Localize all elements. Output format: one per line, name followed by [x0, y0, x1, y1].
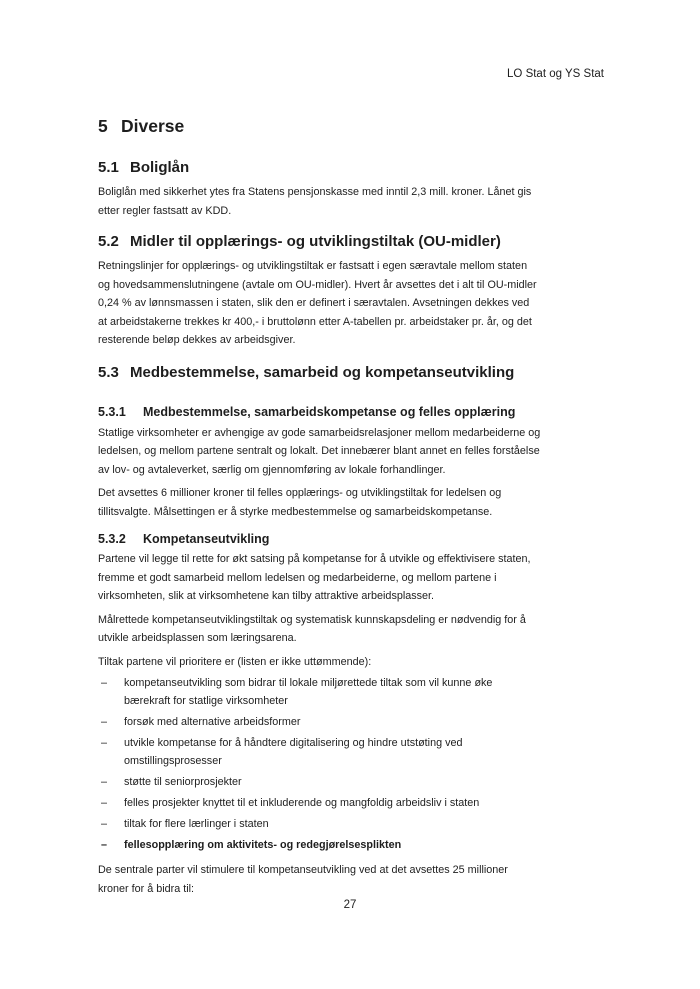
section-5-3-heading — [98, 364, 610, 382]
text-line: at arbeidstakerne trekkes kr 400,- i bruttolønn etter A-tabellen pr. arbeidstaker pr. år, og det — [98, 315, 532, 328]
text-line: forsøk med alternative arbeidsformer — [124, 716, 301, 728]
section-title: Midler til opplærings- og utviklingstiltak (OU-midler) — [130, 233, 501, 250]
text-line: Boliglån med sikkerhet ytes fra Statens pensjonskasse med inntil 2,3 mill. kroner. Lånet gis — [98, 186, 532, 198]
text-line: støtte til seniorprosjekter — [124, 776, 242, 788]
section-number: 5.3 — [98, 363, 119, 381]
section-5-2-heading — [98, 233, 610, 251]
list-intro-paragraph — [98, 653, 610, 672]
text-line: Tiltak partene vil prioritere er (listen er ikke uttømmende): — [98, 655, 372, 668]
text-line: bærekraft for statlige virksomheter — [124, 695, 288, 707]
text-line: Statlige virksomheter er avhengige av gode samarbeidsrelasjoner mellom medarbeiderne og — [98, 426, 541, 439]
text-line: av lov- og avtaleverket, særlig om gjennomføring av lokale forhandlinger. — [98, 463, 446, 476]
list-item — [98, 674, 610, 710]
section-5-3-1-heading — [98, 404, 610, 420]
bullet-dash-icon: – — [101, 737, 108, 749]
bullet-text — [124, 773, 242, 791]
bullet-text — [124, 734, 463, 770]
chapter-title: Diverse — [121, 116, 185, 136]
text-line: utvikle kompetanse for å håndtere digitalisering og hindre utstøting ved — [124, 737, 463, 749]
bullet-dash-icon: – — [101, 677, 108, 689]
text-line: resterende beløp dekkes av arbeidsgiver. — [98, 334, 296, 346]
bullet-text — [124, 836, 401, 854]
text-line: De sentrale parter vil stimulere til kompetanseutvikling ved at det avsettes 25 millioner — [98, 864, 508, 876]
section-title: Medbestemmelse, samarbeidskompetanse og felles opplæring — [143, 404, 516, 419]
section-title: Medbestemmelse, samarbeid og kompetanseutvikling — [130, 363, 515, 381]
section-title: Kompetanseutvikling — [143, 532, 270, 546]
text-line: Det avsettes 6 millioner kroner til felles opplærings- og utviklingstiltak for ledelsen og — [98, 487, 502, 499]
bullet-dash-icon: – — [101, 818, 108, 830]
bullet-dash-icon: – — [101, 716, 108, 728]
text-line: tillitsvalgte. Målsettingen er å styrke medbestemmelse og samarbeidskompetanse. — [98, 505, 493, 518]
section-number: 5.1 — [98, 159, 119, 176]
list-item — [98, 773, 610, 791]
bullet-text — [124, 815, 269, 833]
list-item — [98, 794, 610, 812]
text-line: fellesopplæring om aktivitets- og redegjørelsesplikten — [124, 839, 402, 851]
paragraph — [98, 183, 610, 220]
bullet-text — [124, 713, 300, 731]
section-5-3-2-heading — [98, 531, 610, 547]
document-content — [98, 116, 610, 898]
bullet-list — [98, 674, 610, 854]
text-line: ledelsen, og mellom partene sentralt og lokalt. Det innebærer blant annet en felles forståelse — [98, 445, 540, 457]
section-title: Boliglån — [130, 159, 190, 176]
text-line: fremme et godt samarbeid mellom ledelsen og medarbeiderne, og mellom partene i — [98, 571, 497, 584]
text-line: omstillingsprosesser — [124, 755, 222, 767]
list-item — [98, 713, 610, 731]
page-number: 27 — [343, 899, 357, 911]
bullet-text — [124, 674, 492, 710]
paragraph — [98, 257, 610, 350]
chapter-number: 5 — [98, 116, 108, 136]
text-line: 0,24 % av lønnsmassen i staten, slik den er definert i særavtalen. Avsetningen dekkes ved — [98, 297, 530, 309]
page-header-text: LO Stat og YS Stat — [507, 68, 604, 80]
text-line: og hovedsammenslutningene (avtale om OU-midler). Hvert år avsettes det i alt til OU-midler — [98, 278, 537, 291]
text-line: Retningslinjer for opplærings- og utviklingstiltak er fastsatt i egen særavtale mellom staten — [98, 260, 528, 272]
closing-paragraph — [98, 861, 610, 898]
paragraph — [98, 424, 610, 480]
text-line: felles prosjekter knyttet til et inkluderende og mangfoldig arbeidsliv i staten — [124, 797, 480, 809]
text-line: Partene vil legge til rette for økt satsing på kompetanse for å utvikle og effektivisere staten, — [98, 553, 531, 565]
list-item — [98, 815, 610, 833]
list-item-bold — [98, 836, 610, 854]
list-item — [98, 734, 610, 770]
bullet-text — [124, 794, 479, 812]
bullet-dash-icon: – — [101, 776, 108, 788]
paragraph — [98, 484, 610, 521]
text-line: utvikle arbeidsplassen som læringsarena. — [98, 632, 297, 644]
text-line: tiltak for flere lærlinger i staten — [124, 818, 269, 830]
section-number: 5.2 — [98, 233, 119, 250]
text-line: Målrettede kompetanseutviklingstiltak og systematisk kunnskapsdeling er nødvendig for å — [98, 613, 526, 626]
chapter-heading — [98, 116, 610, 136]
text-line: kroner for å bidra til: — [98, 882, 195, 895]
bullet-dash-icon: – — [101, 797, 108, 809]
bullet-dash-icon: – — [101, 839, 108, 851]
section-number: 5.3.1 — [98, 404, 126, 419]
section-number: 5.3.2 — [98, 532, 126, 546]
text-line: etter regler fastsatt av KDD. — [98, 204, 232, 217]
text-line: kompetanseutvikling som bidrar til lokale miljørettede tiltak som vil kunne øke — [124, 677, 493, 689]
paragraph — [98, 611, 610, 648]
text-line: virksomheten, slik at virksomhetene kan tilby attraktive arbeidsplasser. — [98, 590, 435, 602]
section-5-1-heading — [98, 159, 610, 177]
paragraph — [98, 550, 610, 606]
